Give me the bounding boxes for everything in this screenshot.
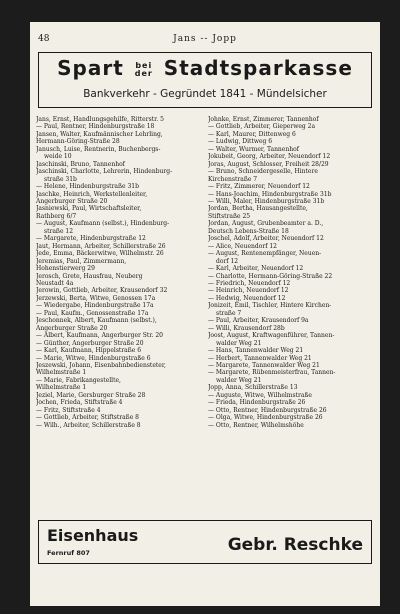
directory-entry: walder Weg 21	[216, 376, 262, 384]
directory-entry: Jordan, August, Grubenbeamter a. D.,	[208, 220, 324, 228]
directory-entry: — Helene, Hindenburgstraße 31b	[36, 183, 139, 191]
directory-entry: — Margarete, Tannenwalder Weg 21	[208, 361, 320, 369]
directory-entry: Janusch, Luise, Rentnerin, Buchenbergs-	[36, 145, 161, 153]
directory-entry: Jochen, Frieda, Stiftstraße 4	[36, 399, 123, 407]
directory-entry: straße 7	[216, 309, 242, 317]
directory-entry: — Wiedergabe, Hindenburgstraße 17a	[36, 302, 154, 310]
phone-number: Fernruf 807	[47, 549, 90, 557]
slogan-small-words: bei der	[134, 60, 153, 78]
directory-entry: — Heinrich, Neuendorf 12	[208, 287, 289, 295]
directory-entry: Jonizeit, Emil, Tischler, Hintere Kirchen-	[208, 302, 332, 310]
directory-entry: Jansen, Walter, Kaufmännischer Lehrling,	[36, 130, 163, 138]
slogan-word-stadtsparkasse: Stadtsparkasse	[163, 56, 353, 80]
directory-entry: — Günther, Angerburger Straße 20	[36, 339, 144, 347]
directory-entry: Hermann-Göring-Straße 28	[36, 138, 120, 146]
directory-entry: walder Weg 21	[216, 339, 262, 347]
directory-entry: — Fritz, Stiftstraße 4	[36, 406, 101, 414]
directory-entry: — Olga, Witwe, Hindenburgstraße 26	[208, 414, 323, 422]
directory-entry: Jaschke, Heinrich, Werkstellenleiter,	[36, 190, 148, 198]
directory-entry: — Frieda, Hindenburgstraße 26	[208, 399, 306, 407]
directory-entry: Jede, Emma, Bäckerwitwe, Wilhelmstr. 26	[36, 250, 164, 258]
directory-entry: Jasniewski, Paul, Wirtschaftsleiter,	[36, 205, 142, 213]
directory-entry: Jeziel, Marie, Gersburger Straße 28	[36, 391, 146, 399]
sparkasse-advertisement	[38, 52, 372, 108]
directory-entry: — August, Rentenempfänger, Neuen-	[208, 250, 322, 258]
directory-entry: Jaschinski, Charlotte, Lehrerin, Hindenburg-	[36, 168, 173, 176]
directory-entry: — Albert, Kaufmann, Angerburger Str. 20	[36, 332, 163, 340]
directory-entry: — Margarete, Rübenmeisterfrau, Tannen-	[208, 369, 336, 377]
directory-entry: — Margarete, Hindenburgstraße 12	[36, 235, 146, 243]
directory-entry: Wilhelmstraße 1	[36, 384, 87, 392]
eisenhaus-advertisement	[38, 520, 372, 564]
directory-entry: — Hans-Joachim, Hindenburgstraße 31b	[208, 190, 332, 198]
directory-entry: — Marie, Fabrikangestellte,	[36, 376, 121, 384]
directory-entry: Kirchenstraße 7	[208, 175, 258, 183]
directory-entry: — Marie, Witwe, Hindenburgstraße 6	[36, 354, 151, 362]
directory-entry: Jokubeit, Georg, Arbeiter, Neuendorf 12	[208, 153, 331, 161]
directory-entry: — Paul, Rentner, Hindenburgstraße 18	[36, 123, 155, 131]
slogan-word-spart: Spart	[57, 56, 124, 80]
directory-entry: Jeschonnek, Albert, Kaufmann (selbst.),	[36, 317, 157, 325]
directory-entry: — Gottlieb, Arbeiter, Gieperweg 2a	[208, 123, 316, 131]
page-number: 48	[38, 34, 50, 44]
directory-entry: — Alice, Neuendorf 12	[208, 242, 277, 250]
directory-entry: Joras, August, Schlosser, Freiheit 28/29	[208, 160, 329, 168]
sparkasse-tagline: Bankverkehr - Gegründet 1841 - Mündelsicher	[83, 88, 327, 100]
directory-entry: — Ludwig, Dittweg 6	[208, 138, 273, 146]
directory-entry: — Hans, Tannenwalder Weg 21	[208, 347, 304, 355]
left-column	[36, 116, 202, 429]
directory-entry: — Charlotte, Hermann-Göring-Straße 22	[208, 272, 333, 280]
directory-entry: — Paul, Kaufm., Genossenstraße 17a	[36, 309, 149, 317]
directory-entry: — Friedrich, Neuendorf 12	[208, 279, 291, 287]
directory-entry: Jeremias, Paul, Zimmermann,	[36, 257, 127, 265]
sparkasse-slogan	[39, 56, 371, 80]
directory-entry: — Bruno, Schneidergeselle, Hintere	[208, 168, 318, 176]
directory-entry: Jerosch, Grete, Hausfrau, Neuberg	[36, 272, 143, 280]
directory-entry: — Auguste, Witwe, Wilhelmstraße	[208, 391, 312, 399]
directory-entry: — Walter, Wurmer, Tannenhof	[208, 145, 299, 153]
directory-entry: — Herbert, Tannenwalder Weg 21	[208, 354, 312, 362]
directory-entry: Jopp, Anna, Schillerstraße 13	[208, 384, 298, 392]
directory-entry: — Gottlieb, Arbeiter, Stiftstraße 8	[36, 414, 139, 422]
directory-entry: Jerowin, Gottlieb, Arbeiter, Krausendorf 32	[36, 287, 168, 295]
directory-entry: dorf 12	[216, 257, 239, 265]
directory-entry: — Karl, Kaufmann, Hippelstraße 6	[36, 347, 142, 355]
directory-entry: — Karl, Arbeiter, Neuendorf 12	[208, 265, 304, 273]
directory-entry: Angerburger Straße 20	[36, 197, 108, 205]
directory-entry: Neustadt 4a	[36, 279, 74, 287]
directory-entry: — Willi, Krausendorf 28b	[208, 324, 285, 332]
directory-entry: — Karl, Maurer, Dittenweg 6	[208, 130, 296, 138]
directory-entry: — Otto, Rentner, Hindenburgstraße 26	[208, 406, 327, 414]
firm-name: Gebr. Reschke	[227, 535, 363, 555]
directory-page	[30, 22, 380, 606]
directory-entry: Jaut, Hermann, Arbeiter, Schillerstraße 26	[36, 242, 166, 250]
directory-entry: Jaschinski, Bruno, Tannenhof	[36, 160, 125, 168]
directory-entry: Jordan, Bertha, Hausangestellte,	[208, 205, 308, 213]
directory-entry: weide 10	[44, 153, 72, 161]
directory-entry: — Fritz, Zimmerer, Neuendorf 12	[208, 183, 310, 191]
directory-entry: — Willi, Maler, Hindenburgstraße 31b	[208, 197, 325, 205]
directory-entry: Jerzewski, Berta, Witwe, Genossen 17a	[36, 294, 156, 302]
directory-entry: Jeszewski, Johann, Eisenbahnbediensteter,	[36, 361, 166, 369]
directory-entry: straße 12	[44, 227, 74, 235]
page-header	[30, 34, 380, 46]
directory-columns	[36, 116, 374, 518]
directory-entry: — Wilh., Arbeiter, Schillerstraße 8	[36, 421, 141, 429]
name-range: Jans -- Jopp	[173, 34, 237, 44]
directory-entry: Stiftstraße 25	[208, 212, 251, 220]
directory-entry: Joost, August, Kraftwagenführer, Tannen-	[208, 332, 335, 340]
directory-entry: — Paul, Arbeiter, Krausendorf 9a	[208, 317, 309, 325]
directory-entry: straße 31b	[44, 175, 77, 183]
directory-entry: Johnke, Ernst, Zimmerer, Tannenhof	[208, 116, 319, 123]
directory-entry: — August, Kaufmann (selbst.), Hindenburg-	[36, 220, 170, 228]
directory-entry: Deutsch Lebens-Straße 18	[208, 227, 289, 235]
eisenhaus-title: Eisenhaus	[47, 526, 139, 545]
directory-entry: Wilhelmstraße 1	[36, 369, 87, 377]
directory-entry: Rathberg 6/7	[36, 212, 77, 220]
directory-entry: Joschel, Adolf, Arbeiter, Neuendorf 12	[208, 235, 324, 243]
directory-entry: Hohenstierwerg 29	[36, 265, 95, 273]
directory-entry: — Otto, Rentner, Wilhelmshöhe	[208, 421, 304, 429]
right-column	[208, 116, 374, 429]
directory-entry: — Hedwig, Neuendorf 12	[208, 294, 286, 302]
directory-entry: Jans, Ernst, Handlungsgehilfe, Ritterstr. 5	[36, 116, 164, 123]
directory-entry: Angerburger Straße 20	[36, 324, 108, 332]
